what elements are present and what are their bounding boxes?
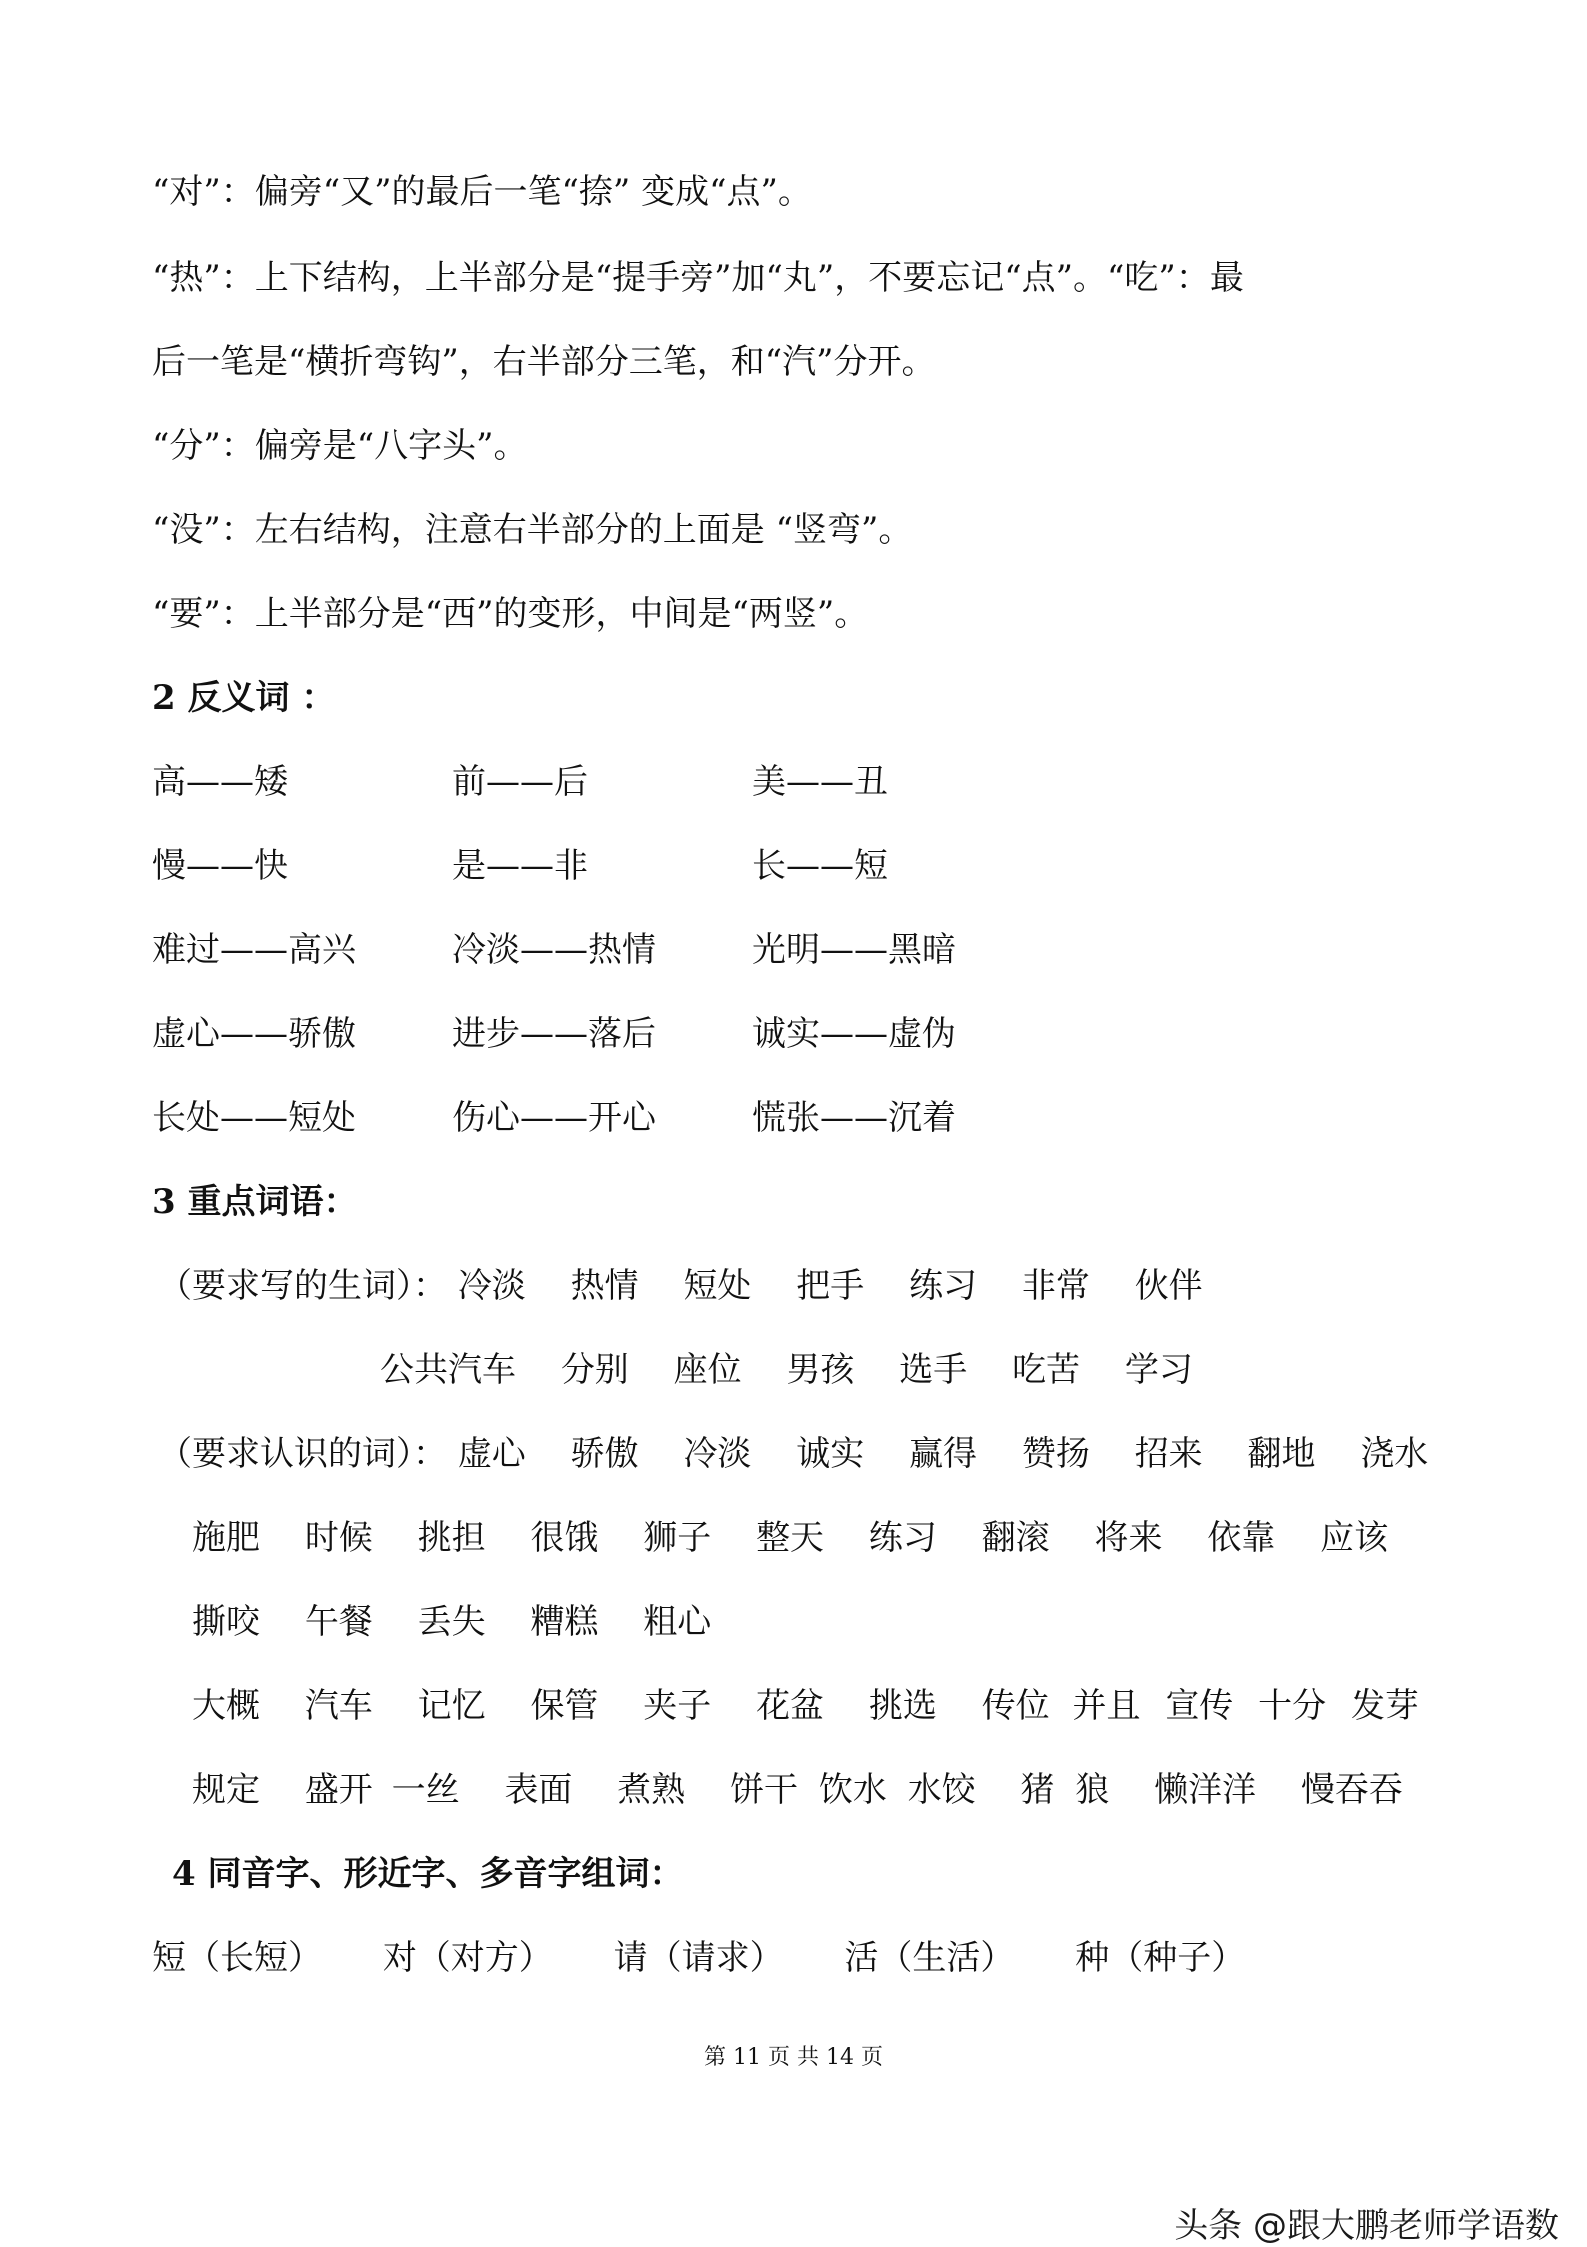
word: 选手 <box>899 1350 968 1390</box>
word: 挑担 <box>417 1518 486 1558</box>
word: 将来 <box>1094 1518 1163 1558</box>
word: 糟糕 <box>530 1602 599 1642</box>
word: 把手 <box>796 1266 865 1306</box>
word: 丢失 <box>417 1602 486 1642</box>
antonyms-heading: 2 反义词 ： <box>152 678 336 718</box>
read-words-line-3 <box>192 1600 745 1644</box>
word: 发芽 <box>1350 1686 1419 1726</box>
read-words-line-1 <box>158 1432 1462 1476</box>
word: 练习 <box>868 1518 937 1558</box>
word: 依靠 <box>1207 1518 1276 1558</box>
word: 夹子 <box>643 1686 712 1726</box>
key-words-heading: 3 重点词语： <box>152 1182 358 1222</box>
page-footer: 第 11 页 共 14 页 <box>704 2045 883 2070</box>
antonym-pair: 是——非 <box>452 846 588 886</box>
word: 汽车 <box>304 1686 373 1726</box>
word-group: 对（对方） <box>382 1938 553 1978</box>
word: 很饿 <box>530 1518 599 1558</box>
antonym-row <box>152 760 1452 804</box>
word: 粗心 <box>643 1602 712 1642</box>
antonym-pair: 慌张——沉着 <box>752 1098 956 1138</box>
word: 宣传 <box>1165 1686 1234 1726</box>
word: 表面 <box>504 1770 573 1810</box>
word: 赞扬 <box>1021 1434 1090 1474</box>
antonym-pair: 难过——高兴 <box>152 930 356 970</box>
word: 并且 <box>1072 1686 1141 1726</box>
antonym-pair: 进步——落后 <box>452 1014 656 1054</box>
antonym-pair: 长——短 <box>752 846 888 886</box>
word: 挑选 <box>868 1686 937 1726</box>
read-words-line-4 <box>192 1684 1453 1728</box>
antonym-pair: 冷淡——热情 <box>452 930 656 970</box>
word: 时候 <box>304 1518 373 1558</box>
word: 应该 <box>1320 1518 1389 1558</box>
word-group: 短（长短） <box>152 1938 322 1978</box>
word: 热情 <box>570 1266 639 1306</box>
read-words-line-2 <box>192 1516 1422 1560</box>
word: 整天 <box>756 1518 825 1558</box>
word: 十分 <box>1258 1686 1327 1726</box>
write-words-label: （要求写的生词）： <box>158 1266 447 1306</box>
antonym-pair: 前——后 <box>452 762 588 802</box>
word: 规定 <box>192 1770 260 1810</box>
word: 公共汽车 <box>380 1350 516 1390</box>
antonym-pair: 光明——黑暗 <box>752 930 956 970</box>
word: 练习 <box>909 1266 978 1306</box>
word: 冷淡 <box>457 1266 526 1306</box>
word: 短处 <box>683 1266 752 1306</box>
word: 吃苦 <box>1012 1350 1081 1390</box>
word: 记忆 <box>417 1686 486 1726</box>
note-dui: “对”：偏旁“又”的最后一笔“捺” 变成“点”。 <box>152 172 812 212</box>
antonym-row <box>152 1012 1452 1056</box>
note-re-chi: “热”：上下结构，上半部分是“提手旁”加“丸”，不要忘记“点”。“吃”：最 <box>152 258 1244 298</box>
word: 分别 <box>560 1350 629 1390</box>
word: 午餐 <box>304 1602 373 1642</box>
word: 保管 <box>530 1686 599 1726</box>
word: 虚心 <box>457 1434 526 1474</box>
homophones-line <box>152 1936 1279 1980</box>
word: 座位 <box>673 1350 742 1390</box>
antonym-pair: 美——丑 <box>752 762 888 802</box>
word: 狮子 <box>643 1518 712 1558</box>
word: 伙伴 <box>1134 1266 1203 1306</box>
note-yao: “要”：上半部分是“西”的变形，中间是“两竖”。 <box>152 594 869 634</box>
word-group: 活（生活） <box>844 1938 1015 1978</box>
word: 花盆 <box>756 1686 825 1726</box>
write-words-line-2 <box>380 1348 1227 1392</box>
word: 传位 <box>981 1686 1050 1726</box>
word: 施肥 <box>192 1518 260 1558</box>
word: 男孩 <box>786 1350 855 1390</box>
word: 诚实 <box>796 1434 865 1474</box>
word: 赢得 <box>909 1434 978 1474</box>
word: 一丝 <box>391 1770 460 1810</box>
antonym-pair: 慢——快 <box>152 846 288 886</box>
antonym-row <box>152 1096 1452 1140</box>
read-words-label: （要求认识的词）： <box>158 1434 447 1474</box>
write-words-line-1 <box>158 1264 1237 1308</box>
word-group: 种（种子） <box>1075 1938 1246 1978</box>
note-fen: “分”：偏旁是“八字头”。 <box>152 426 528 466</box>
word: 水饺 <box>907 1770 976 1810</box>
word: 招来 <box>1134 1434 1203 1474</box>
word: 翻地 <box>1247 1434 1316 1474</box>
note-chi-continued: 后一笔是“横折弯钩”，右半部分三笔，和“汽”分开。 <box>152 342 936 382</box>
word: 饮水 <box>818 1770 887 1810</box>
word: 懒洋洋 <box>1154 1770 1257 1810</box>
word: 饼干 <box>730 1770 799 1810</box>
watermark: 头条 @跟大鹏老师学语数 <box>1174 2206 1559 2246</box>
word: 猪 <box>1020 1770 1055 1810</box>
antonym-pair: 虚心——骄傲 <box>152 1014 356 1054</box>
word-group: 请（请求） <box>613 1938 784 1978</box>
word: 骄傲 <box>570 1434 639 1474</box>
antonym-pair: 长处——短处 <box>152 1098 356 1138</box>
antonym-pair: 高——矮 <box>152 762 288 802</box>
antonym-row <box>152 844 1452 888</box>
antonym-pair: 诚实——虚伪 <box>752 1014 956 1054</box>
word: 学习 <box>1124 1350 1193 1390</box>
word: 冷淡 <box>683 1434 752 1474</box>
homophones-heading: 4 同音字、形近字、多音字组词： <box>172 1854 684 1894</box>
read-words-line-5 <box>192 1768 1437 1812</box>
note-mei: “没”：左右结构，注意右半部分的上面是 “竖弯”。 <box>152 510 913 550</box>
antonym-pair: 伤心——开心 <box>452 1098 656 1138</box>
word: 盛开 <box>304 1770 373 1810</box>
word: 慢吞吞 <box>1300 1770 1403 1810</box>
word: 煮熟 <box>617 1770 686 1810</box>
word: 浇水 <box>1360 1434 1429 1474</box>
word: 撕咬 <box>192 1602 260 1642</box>
word: 翻滚 <box>981 1518 1050 1558</box>
word: 非常 <box>1021 1266 1090 1306</box>
word: 大概 <box>192 1686 260 1726</box>
antonym-row <box>152 928 1452 972</box>
word: 狼 <box>1075 1770 1110 1810</box>
